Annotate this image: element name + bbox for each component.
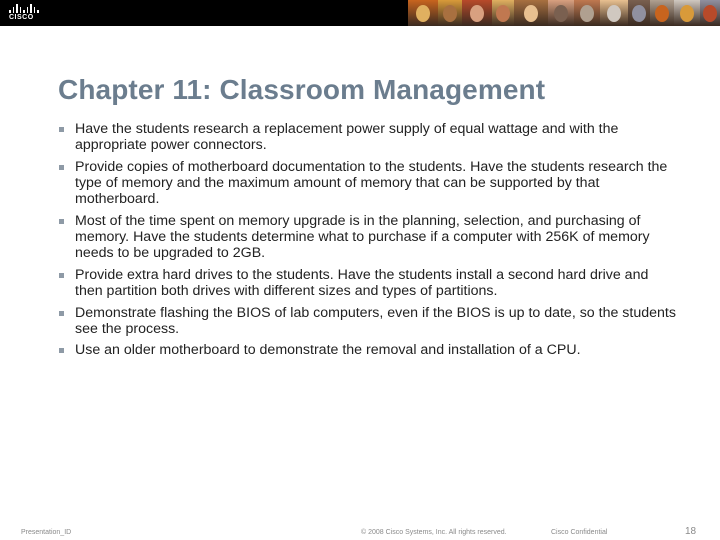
bullet-item <box>58 267 678 299</box>
header-photo <box>574 0 600 26</box>
page-number: 18 <box>685 526 697 537</box>
header-bar <box>0 0 720 26</box>
square-bullet-icon <box>59 273 64 278</box>
header-photo <box>462 0 492 26</box>
header-photo <box>548 0 574 26</box>
header-photo <box>700 0 720 26</box>
square-bullet-icon <box>59 348 64 353</box>
square-bullet-icon <box>59 311 64 316</box>
header-photo <box>408 0 438 26</box>
bullet-text: Have the students research a replacement power supply of equal wattage and with the appropriate power connectors. <box>75 121 619 154</box>
footer-presentation-id: Presentation_ID <box>21 529 72 536</box>
bullet-item <box>58 213 678 262</box>
header-photo <box>514 0 548 26</box>
square-bullet-icon <box>59 165 64 170</box>
bullet-list <box>58 121 678 364</box>
bullet-text: Use an older motherboard to demonstrate the removal and installation of a CPU. <box>75 342 581 359</box>
header-photo <box>438 0 462 26</box>
slide-title: Chapter 11: Classroom Management <box>58 74 546 105</box>
header-photo <box>492 0 514 26</box>
cisco-logo <box>9 4 43 22</box>
header-photo-strip <box>408 0 720 26</box>
header-photo <box>674 0 700 26</box>
bullet-item <box>58 342 678 358</box>
bullet-item <box>58 305 678 337</box>
cisco-wordmark: CISCO <box>9 14 34 21</box>
footer-copyright: © 2008 Cisco Systems, Inc. All rights reserved. <box>361 529 507 536</box>
header-photo <box>600 0 628 26</box>
square-bullet-icon <box>59 127 64 132</box>
header-photo <box>628 0 650 26</box>
bullet-text: Provide extra hard drives to the students. Have the students install a second hard drive and then partition both drives with different sizes and types of partitions. <box>75 266 649 299</box>
bullet-text: Most of the time spent on memory upgrade is in the planning, selection, and purchasing of memory. Have the students determine what to purchase if a computer with 256K of memory needs to be upgraded to 2GB. <box>75 212 650 262</box>
footer-confidential: Cisco Confidential <box>551 529 608 536</box>
bullet-item <box>58 121 678 153</box>
bullet-text: Provide copies of motherboard documentation to the students. Have the students research the type of memory and the maximum amount of memory that can be supported by that motherboard. <box>75 158 668 208</box>
bullet-item <box>58 159 678 208</box>
cisco-bridge-icon <box>9 4 43 13</box>
square-bullet-icon <box>59 219 64 224</box>
bullet-text: Demonstrate flashing the BIOS of lab computers, even if the BIOS is up to date, so the students see the process. <box>75 304 676 337</box>
header-photo <box>650 0 674 26</box>
